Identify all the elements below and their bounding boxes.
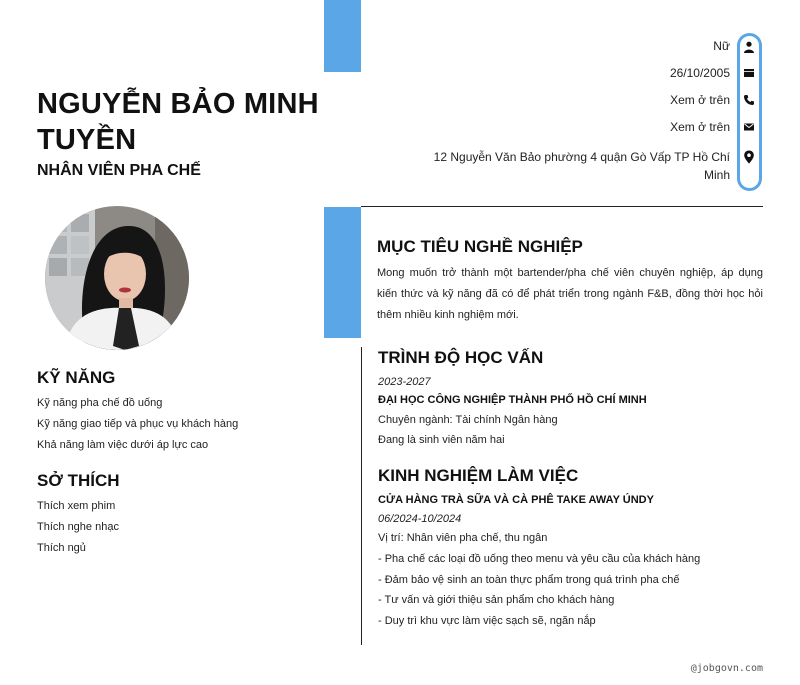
accent-bar-middle	[324, 207, 361, 338]
user-icon	[742, 40, 756, 54]
gender-value: Nữ	[713, 39, 730, 53]
divider-horizontal	[361, 206, 763, 207]
address-value: 12 Nguyễn Văn Bảo phường 4 quận Gò Vấp TP Hồ Chí Minh	[433, 150, 730, 182]
email-value: Xem ở trên	[670, 120, 730, 134]
education-period: 2023-2027	[378, 376, 431, 388]
divider-vertical	[361, 347, 362, 645]
hobbies-list	[37, 496, 119, 559]
contact-phone	[670, 93, 730, 107]
job-title: NHÂN VIÊN PHA CHẾ	[37, 162, 201, 179]
mail-icon	[742, 120, 756, 134]
duties-list	[378, 549, 700, 632]
objective-text: Mong muốn trở thành một bartender/pha chế viên chuyên nghiệp, áp dụng kiến thức và kỹ năng đã có để phát triển trong ngành F&B, đồng thời học hỏi thêm nhiều kinh nghiệm mới.	[377, 267, 763, 321]
list-item: - Pha chế các loại đồ uống theo menu và yêu cầu của khách hàng	[378, 553, 701, 565]
experience-period: 06/2024-10/2024	[378, 513, 462, 525]
objective-heading: MỤC TIÊU NGHỀ NGHIỆP	[377, 237, 583, 256]
list-item: Kỹ năng giao tiếp và phục vụ khách hàng	[37, 418, 239, 430]
list-item: Thích xem phim	[37, 500, 116, 512]
phone-value: Xem ở trên	[670, 93, 730, 107]
skills-heading: KỸ NĂNG	[37, 368, 116, 387]
list-item: Thích nghe nhạc	[37, 521, 119, 533]
list-item: - Tư vấn và giới thiệu sản phẩm cho khách hàng	[378, 594, 615, 607]
candidate-name: NGUYỄN BẢO MINH TUYỀN	[37, 88, 319, 156]
birthday-value: 26/10/2005	[669, 66, 730, 80]
avatar	[45, 206, 189, 350]
experience-company: CỬA HÀNG TRÀ SỮA VÀ CÀ PHÊ TAKE AWAY ÚNDY	[378, 494, 654, 506]
list-item: Khả năng làm việc dưới áp lực cao	[37, 439, 209, 451]
contact-gender	[713, 39, 730, 53]
footer-brand: @jobgovn.com	[690, 663, 763, 674]
list-item: Thích ngủ	[37, 542, 86, 554]
skills-list	[37, 393, 238, 456]
education-heading: TRÌNH ĐỘ HỌC VẤN	[378, 348, 544, 367]
experience-position: Vị trí: Nhân viên pha chế, thu ngân	[378, 532, 548, 544]
contact-rail	[737, 33, 762, 191]
list-item: - Đảm bảo vệ sinh an toàn thực phẩm trong quá trình pha chế	[378, 573, 680, 586]
education-school: ĐẠI HỌC CÔNG NGHIỆP THÀNH PHỐ HỒ CHÍ MINH	[378, 394, 647, 406]
accent-bar-top	[324, 0, 361, 72]
education-status: Đang là sinh viên năm hai	[378, 434, 505, 446]
education-major: Chuyên ngành: Tài chính Ngân hàng	[378, 414, 558, 426]
experience-heading: KINH NGHIỆM LÀM VIỆC	[378, 466, 579, 485]
contact-email	[670, 120, 730, 134]
hobbies-heading: SỞ THÍCH	[37, 471, 120, 490]
location-pin-icon	[742, 150, 756, 164]
phone-icon	[742, 93, 756, 107]
list-item: Kỹ năng pha chế đồ uống	[37, 397, 163, 409]
avatar-photo	[45, 206, 189, 350]
calendar-icon	[742, 66, 756, 80]
contact-address	[420, 148, 730, 184]
list-item: - Duy trì khu vực làm việc sạch sẽ, ngăn nắp	[378, 615, 596, 628]
contact-birthday	[670, 66, 730, 80]
